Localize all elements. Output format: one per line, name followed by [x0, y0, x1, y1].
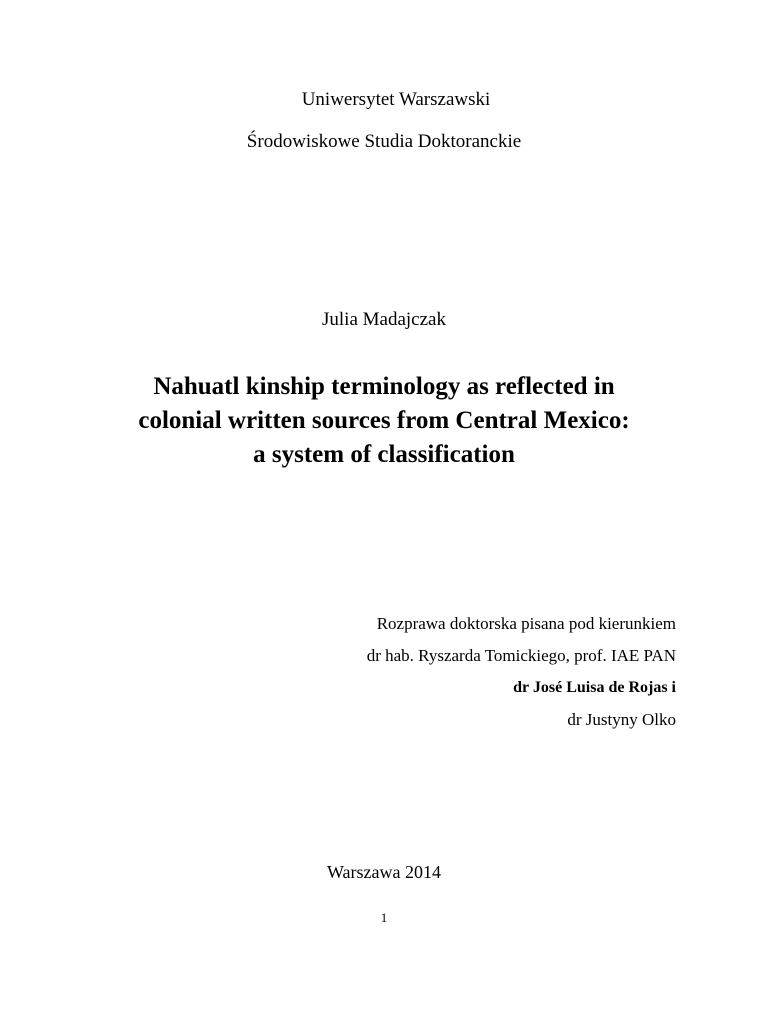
thesis-title-line-1: Nahuatl kinship terminology as reflected in — [153, 373, 615, 400]
university-name: Uniwersytet Warszawski — [301, 89, 491, 110]
supervision-intro: Rozprawa doktorska pisana pod kierunkiem — [376, 614, 676, 633]
author-name: Julia Madajczak — [322, 309, 446, 330]
place-and-year: Warszawa 2014 — [326, 862, 441, 882]
page-number: 1 — [380, 910, 388, 925]
supervisor-2: dr José Luisa de Rojas i — [513, 679, 676, 696]
thesis-title — [0, 370, 768, 472]
supervisor-1: dr hab. Ryszarda Tomickiego, prof. IAE PAN — [366, 646, 676, 665]
doctoral-school-name: Środowiskowe Studia Doktoranckie — [246, 131, 522, 152]
thesis-title-line-3: a system of classification — [253, 441, 515, 468]
supervision-block — [367, 608, 676, 736]
thesis-title-line-2: colonial written sources from Central Mexico: — [138, 407, 630, 434]
supervisor-3: dr Justyny Olko — [567, 710, 676, 729]
